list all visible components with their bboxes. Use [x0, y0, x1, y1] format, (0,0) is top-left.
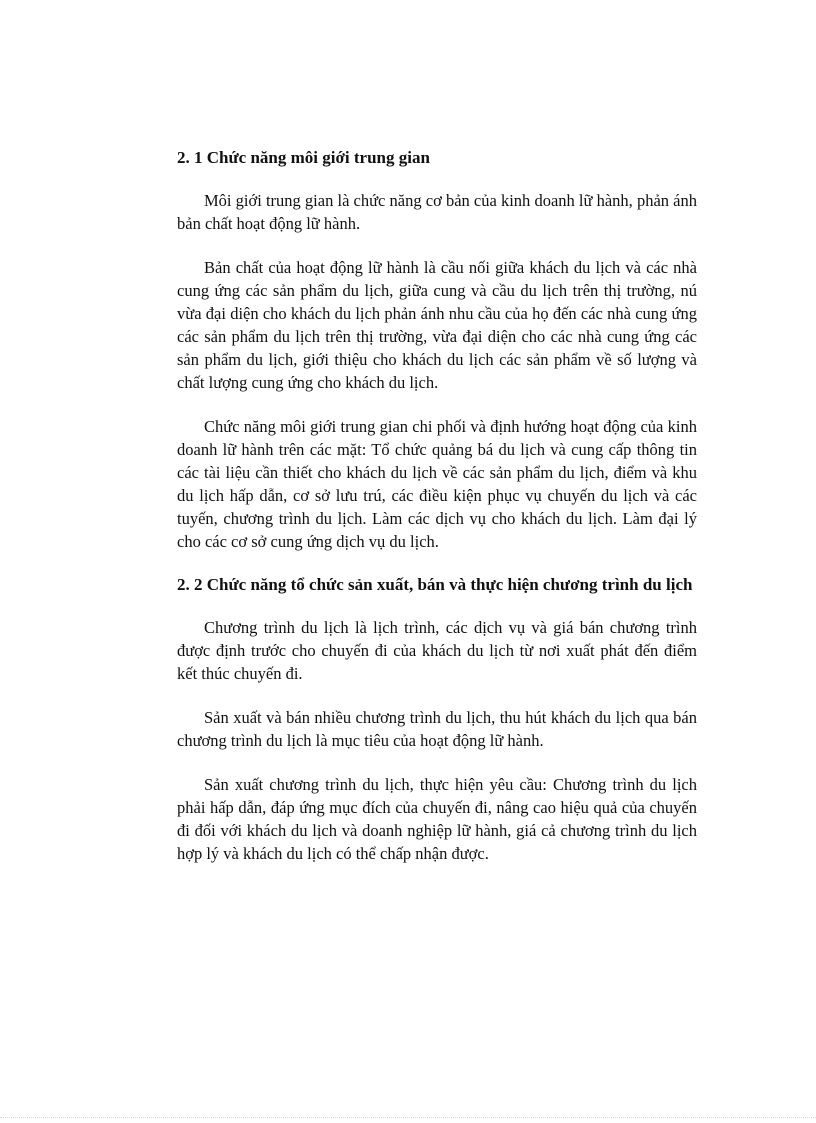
paragraph: Môi giới trung gian là chức năng cơ bản của kinh doanh lữ hành, phản ánh bản chất hoạt động lữ hành. [177, 191, 697, 233]
paragraph: Sản xuất chương trình du lịch, thực hiện yêu cầu: Chương trình du lịch phải hấp dẫn, đáp ứng mục đích của chuyến đi, nâng cao hiệu quả của chuyến đi đối với khách du lịch và doanh nghiệp lữ hành, giá cả chương trình du lịch hợp lý và khách du lịch có thể chấp nhận được. [177, 775, 697, 863]
paragraph: Chương trình du lịch là lịch trình, các dịch vụ và giá bán chương trình được định trước cho chuyến đi của khách du lịch từ nơi xuất phát đến điểm kết thúc chuyến đi. [177, 618, 697, 683]
paragraph: Sản xuất và bán nhiều chương trình du lịch, thu hút khách du lịch qua bán chương trình du lịch là mục tiêu của hoạt động lữ hành. [177, 708, 697, 750]
paragraph: Chức năng môi giới trung gian chi phối và định hướng hoạt động của kinh doanh lữ hành trên các mặt: Tổ chức quảng bá du lịch và cung cấp thông tin các tài liệu cần thiết cho khách du lịch về các sản phẩm du lịch, điểm và khu du lịch hấp dẫn, cơ sở lưu trú, các điều kiện phục vụ chuyến du lịch và các tuyến, chương trình du lịch. Làm các dịch vụ cho khách du lịch. Làm đại lý cho các cơ sở cung ứng dịch vụ du lịch. [177, 417, 697, 551]
page-bottom-divider [0, 1117, 816, 1118]
paragraph: Bản chất của hoạt động lữ hành là cầu nối giữa khách du lịch và các nhà cung ứng các sản phẩm du lịch, giữa cung và cầu du lịch trên thị trường, nú vừa đại diện cho khách du lịch phản ánh nhu cầu của họ đến các nhà cung ứng các sản phẩm du lịch trên thị trường, vừa đại diện cho các nhà cung ứng các sản phẩm du lịch, giới thiệu cho khách du lịch các sản phẩm về số lượng và chất lượng cung ứng cho khách du lịch. [177, 258, 697, 392]
section-heading-2-2: 2. 2 Chức năng tổ chức sản xuất, bán và thực hiện chương trình du lịch [177, 575, 693, 594]
section-heading-2-1: 2. 1 Chức năng môi giới trung gian [177, 148, 430, 167]
document-page [177, 146, 697, 865]
